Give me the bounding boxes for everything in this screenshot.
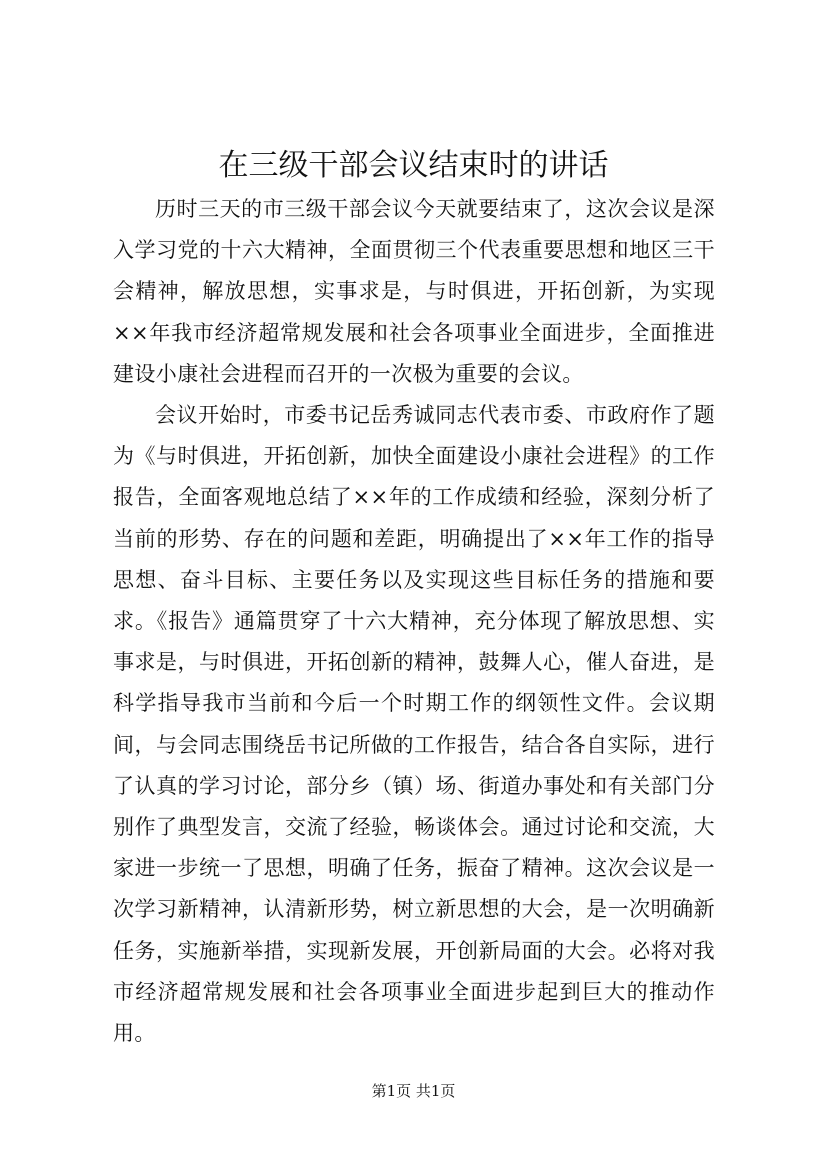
page-number-footer: 第1页 共1页 xyxy=(371,1082,456,1100)
paragraph-1: 历时三天的市三级干部会议今天就要结束了，这次会议是深入学习党的十六大精神，全面贯彻三个代表重要思想和地区三干会精神，解放思想，实事求是，与时俱进，开拓创新，为实现××年我市经济超常规发展和社会各项事业全面进步，全面推进建设小康社会进程而召开的一次极为重要的会议。 xyxy=(113,197,715,386)
document-title: 在三级干部会议结束时的讲话 xyxy=(218,148,609,183)
document-body xyxy=(113,189,715,1054)
paragraph-2: 会议开始时，市委书记岳秀诚同志代表市委、市政府作了题为《与时俱进，开拓创新，加快全面建设小康社会进程》的工作报告，全面客观地总结了××年的工作成绩和经验，深刻分析了当前的形势、存在的问题和差距，明确提出了××年工作的指导思想、奋斗目标、主要任务以及实现这些目标任务的措施和要求。《报告》通篇贯穿了十六大精神，充分体现了解放思想、实事求是，与时俱进，开拓创新的精神，鼓舞人心，催人奋进，是科学指导我市当前和今后一个时期工作的纲领性文件。会议期间，与会同志围绕岳书记所做的工作报告，结合各自实际，进行了认真的学习讨论，部分乡（镇）场、街道办事处和有关部门分别作了典型发言，交流了经验，畅谈体会。通过讨论和交流，大家进一步统一了思想，明确了任务，振奋了精神。这次会议是一次学习新精神，认清新形势，树立新思想的大会，是一次明确新任务，实施新举措，实现新发展，开创新局面的大会。必将对我市经济超常规发展和社会各项事业全面进步起到巨大的推动作用。 xyxy=(113,403,715,1046)
